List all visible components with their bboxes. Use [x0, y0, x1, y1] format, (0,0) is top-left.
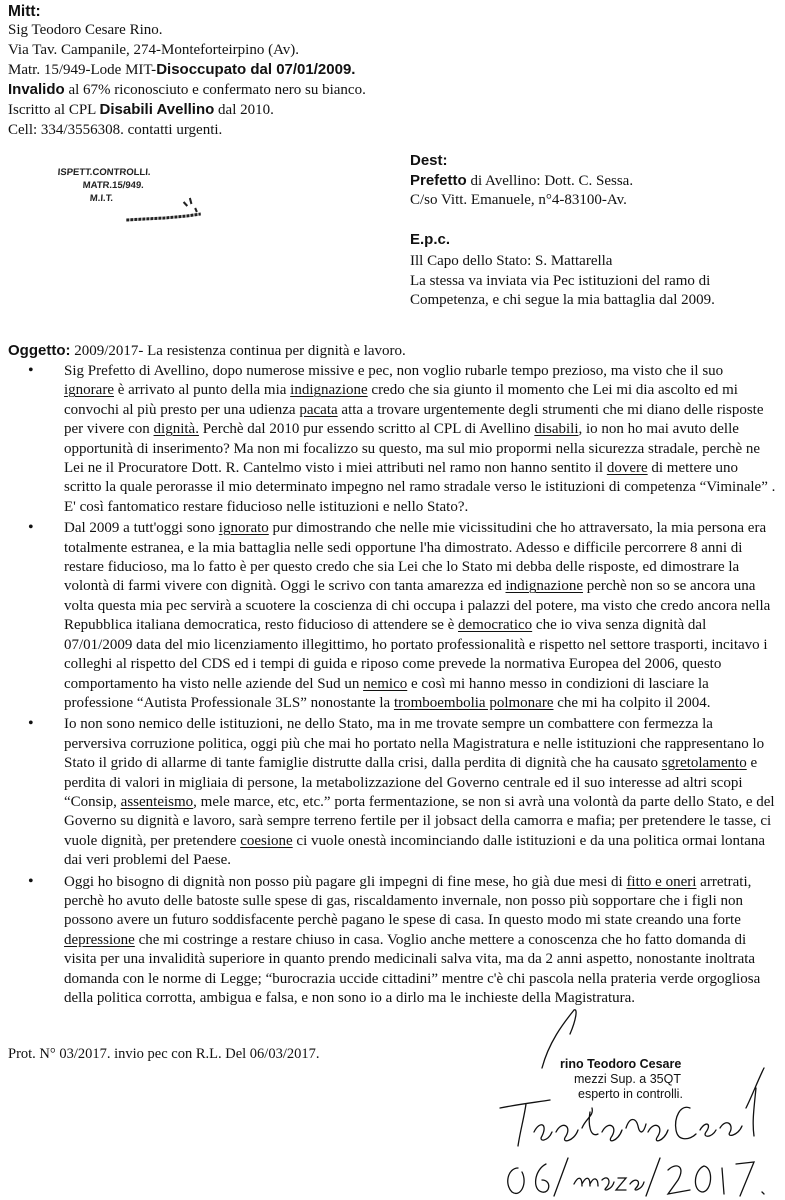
recipient-heading: Dest: — [410, 152, 448, 169]
protocol-line: Prot. N° 03/2017. invio pec con R.L. Del 06/03/2017. — [8, 1046, 320, 1062]
paragraph-2: • Dal 2009 a tutt'oggi sono ignorato pur dimostrando che nelle mie vicissitudini che ho attraversato, la mia persona era totalmente estranea, e la mia battaglia nelle sedi opportune l'ha dimostrato. Adesso e difficile percorrere 8 anni di restare fiducioso, ma lo fatto è per questo credo che sia Lei che lo Stato mi debba delle risposte, ed dimostrare la volontà di farmi vivere con dignità. Oggi le scrivo con tanta amarezza ed indignazione perchè non so se ancora una volta questa mia pec servirà a scuotere la coscienza di chi occupa i palazzi del potere, ma visto che credo ancora nella Repubblica italiana democratica, resto fiducioso di attendere se è democratico che io viva senza dignità dal 07/01/2009 data del mio licenziamento illegittimo, ho portato professionalità e rispetto nel settore trasporti, incitavo i colleghi al rispetto del CDS ed i tempi di guida e riposo come prevede la normativa Europea del 2006, questo comportamento ha visto nelle aziende del Sud un nemico e così mi hanno messo in condizioni di lasciare la professione “Autista Professionale 3LS” nonostante la tromboembolia polmonare che mi ha colpito il 2004. — [28, 519, 771, 711]
stamp-scribble-icon — [124, 194, 206, 224]
epc-line-2: La stessa va inviata via Pec istituzioni del ramo di — [410, 272, 711, 289]
stamp-line-2: MATR.15/949. — [82, 180, 145, 191]
paragraph-3: • Io non sono nemico delle istituzioni, ne dello Stato, ma in me trovate sempre un combattere con fermezza la perversiva corruzione politica, oggi più che mai ho portato nella Magistratura e nelle istituzioni che rappresentano lo Stato il grido di allarme di tante famiglie distrutte dalla crisi, dalla perdita di dignità che ha causato sgretolamento e perdita di valori in migliaia di persone, la metabolizzazione del Governo centrale ed il suo interesse ad altri scopi “Consip, assenteismo, mele marce, etc, etc.” porta fermentazione, se non si avrà una volontà da parte dello Stato, e del Governo su dignità e lavoro, sarà sempre terreno fertile per il jobsact della camorra e mafia; per pretendere le tasse, ci vuole dignità, per pretendere coesione ci vuole onestà incominciando dalle istituzioni e da una politica ormai lontana dai veri problemi del Paese. — [28, 715, 775, 869]
sender-invalidity: Invalido al 67% riconosciuto e confermato nero su bianco. — [8, 81, 366, 99]
ispettore-stamp — [54, 166, 208, 226]
subject-text: 2009/2017- La resistenza continua per dignità e lavoro. — [70, 343, 406, 359]
sender-heading: Mitt: — [8, 3, 41, 20]
sender-registration: Matr. 15/949-Lode MIT-Disoccupato dal 07/01/2009. — [8, 60, 356, 78]
bullet-icon: • — [28, 362, 34, 379]
epc-heading: E.p.c. — [410, 230, 451, 248]
subject-line — [8, 341, 768, 361]
handwritten-signature — [490, 1008, 780, 1198]
sender-name: Sig Teodoro Cesare Rino. — [8, 22, 163, 39]
signature-line-3: esperto in controlli. — [578, 1087, 683, 1101]
paragraph-4: • Oggi ho bisogno di dignità non posso più pagare gli impegni di fine mese, ho già due mesi di fitto e oneri arretrati, perchè ho avuto delle batoste sulle spese di gas, riscaldamento invernale, non posso più sopportare che i figli non possono avere un futuro soddisfacente perchè pagano le spese di casa. In questo modo mi state creando una forte depressione che mi costringe a restare chiuso in casa. Voglio anche mettere a conoscenza che ho fatto domanda di visita per una invalidità superiore in quanto prendo medicinali salva vita, ma da 2 anni aspetto, nonostante inoltrata domanda con le norme di Legge; “burocrazia uccide cittadini” mentre c'è chi pascola nella prateria verde orgogliosa della politica corrotta, ambigua e falsa, e non sono io a dirlo ma le inchieste della Magistratura. — [28, 872, 761, 1006]
letter-body — [24, 362, 776, 1008]
bullet-icon: • — [28, 715, 34, 733]
sender-phone: Cell: 334/3556308. contatti urgenti. — [8, 121, 223, 138]
stamp-line-3: M.I.T. — [89, 193, 114, 204]
sender-block — [8, 2, 528, 140]
bullet-icon: • — [28, 519, 34, 537]
paragraph-1: • Sig Prefetto di Avellino, dopo numerose missive e pec, non voglio rubarle tempo prezioso, ma visto che il suo ignorare è arrivato al punto della mia indignazione credo che sia giunto il momento che Lei mi dia ascolto ed mi convochi al più presto per una udienza pacata atta a trovare urgentemente degli strumenti che mi diano delle risposte per vivere con dignità. Perchè dal 2010 pur essendo scritto al CPL di Avellino disabili, io non ho mai avuto delle opportunità di inserimento? Ma non mi focalizzo su questo, ma sul mio propormi nella sicurezza stradale, perchè ne Lei ne il Procuratore Dott. R. Cantelmo visto i miei attributi nel ramo non hanno sentito il dovere di mettere uno scritto la quale perorasse il mio determinato impegno nel ramo stradale verso le istituzioni di competenza “Viminale” . E' così fantomatico restare fiducioso nelle istituzioni e nello Stato?. — [28, 362, 776, 515]
sender-cpl: Iscritto al CPL Disabili Avellino dal 2010. — [8, 101, 274, 119]
signature-line-2: mezzi Sup. a 35QT — [574, 1072, 681, 1086]
epc-line-3: Competenza, e chi segue la mia battaglia dal 2009. — [410, 292, 715, 308]
recipient-prefetto: Prefetto di Avellino: Dott. C. Sessa. — [410, 171, 634, 189]
unemployed-status: Disoccupato dal 07/01/2009. — [156, 60, 356, 78]
sender-address: Via Tav. Campanile, 274-Monteforteirpino (Av). — [8, 41, 300, 58]
recipient-address: C/so Vitt. Emanuele, n°4-83100-Av. — [410, 192, 627, 208]
signature-typed-name: rino Teodoro Cesare — [560, 1057, 682, 1071]
subject-label: Oggetto: — [8, 342, 71, 359]
bullet-icon: • — [28, 872, 34, 890]
recipient-block — [410, 151, 780, 311]
epc-line-1: Ill Capo dello Stato: S. Mattarella — [410, 253, 613, 269]
stamp-line-1: ISPETT.CONTROLLI. — [57, 167, 151, 178]
